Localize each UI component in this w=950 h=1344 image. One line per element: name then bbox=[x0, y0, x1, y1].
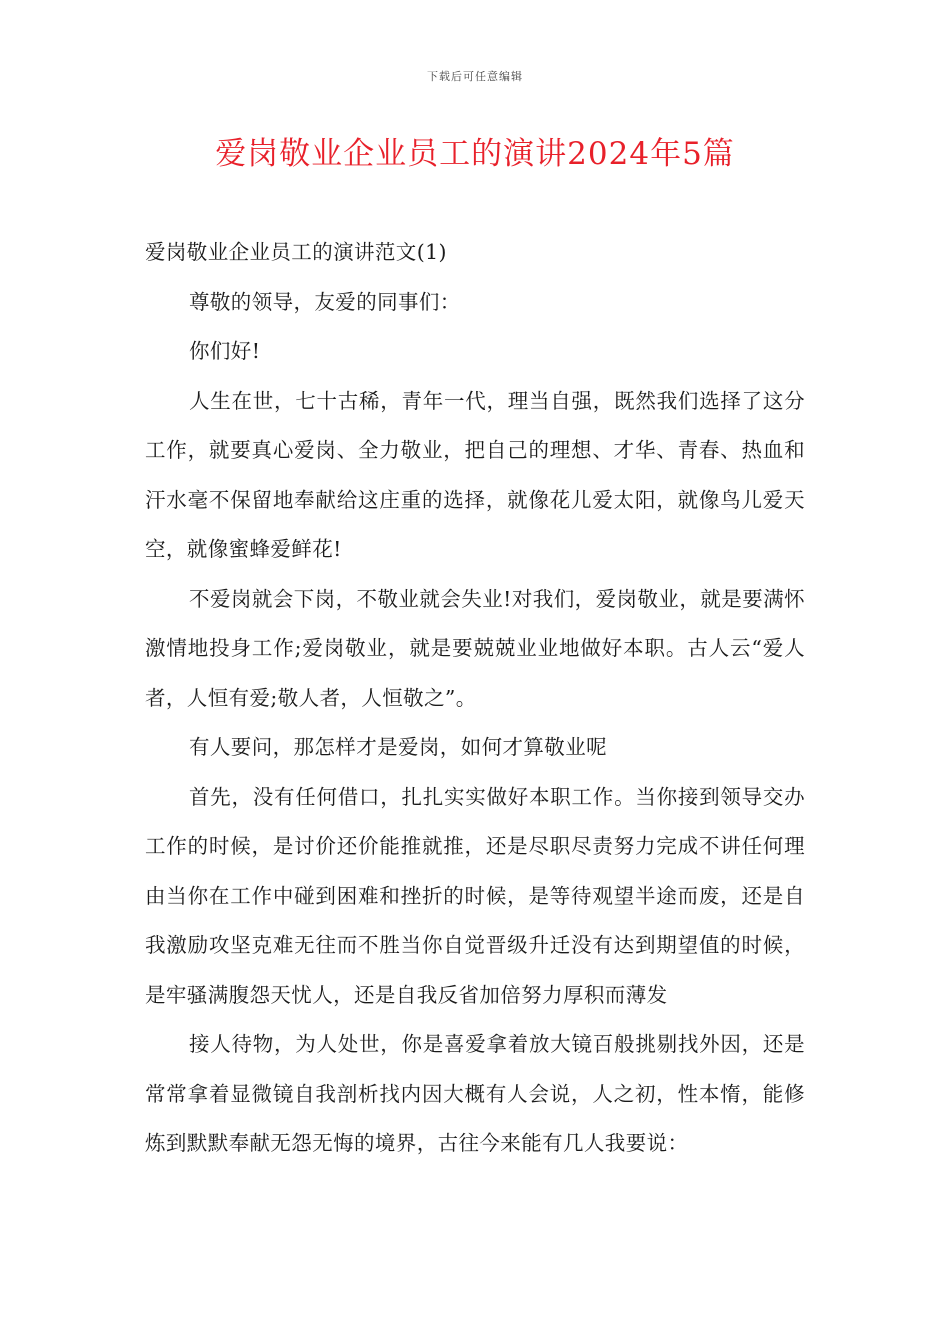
body-paragraph: 人生在世，七十古稀，青年一代，理当自强，既然我们选择了这分工作，就要真心爱岗、全力敬业，把自己的理想、才华、青春、热血和汗水毫不保留地奉献给这庄重的选择，就像花儿爱太阳，就像鸟儿爱天空，就像蜜蜂爱鲜花! bbox=[145, 388, 805, 561]
section-heading: 爱岗敬业企业员工的演讲范文(1) bbox=[145, 240, 447, 264]
body-paragraph: 有人要问，那怎样才是爱岗，如何才算敬业呢 bbox=[189, 735, 607, 759]
body-paragraph: 首先，没有任何借口，扎扎实实做好本职工作。当你接到领导交办工作的时候，是讨价还价能推就推，还是尽职尽责努力完成不讲任何理由当你在工作中碰到困难和挫折的时候，是等待观望半途而废，还是自我激励攻坚克难无往而不胜当你自觉晋级升迁没有达到期望值的时候，是牢骚满腹怨天忧人，还是自我反省加倍努力厚积而薄发 bbox=[145, 784, 805, 1007]
greeting-paragraph: 你们好! bbox=[189, 339, 261, 363]
document-title: 爱岗敬业企业员工的演讲2024年5篇 bbox=[215, 136, 735, 172]
salutation-paragraph: 尊敬的领导，友爱的同事们： bbox=[189, 289, 461, 314]
header-note: 下载后可任意编辑 bbox=[427, 70, 523, 83]
body-paragraph: 不爱岗就会下岗，不敬业就会失业!对我们，爱岗敬业，就是要满怀激情地投身工作;爱岗敬业，就是要兢兢业业地做好本职。古人云“爱人者，人恒有爱;敬人者，人恒敬之”。 bbox=[145, 586, 805, 710]
document-body bbox=[145, 228, 805, 1169]
body-paragraph: 接人待物，为人处世，你是喜爱拿着放大镜百般挑剔找外因，还是常常拿着显微镜自我剖析找内因大概有人会说，人之初，性本惰，能修炼到默默奉献无怨无悔的境界，古往今来能有几人我要说： bbox=[145, 1032, 805, 1155]
